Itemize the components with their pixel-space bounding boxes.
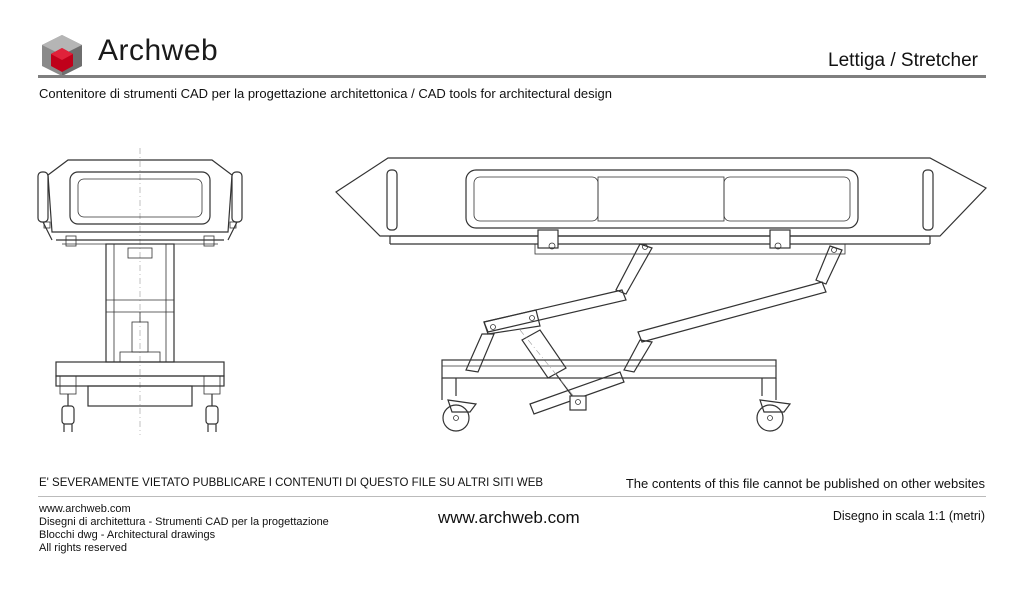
warning-english: The contents of this file cannot be published on other websites — [625, 476, 985, 491]
stretcher-drawing — [0, 130, 1024, 450]
warning-italian: E' SEVERAMENTE VIETATO PUBBLICARE I CONTENUTI DI QUESTO FILE SU ALTRI SITI WEB — [39, 477, 544, 489]
brand-name: Archweb — [98, 34, 219, 67]
front-view — [38, 148, 242, 435]
footer-description: Disegni di architettura - Strumenti CAD per la progettazione — [39, 516, 329, 528]
cube-logo-icon — [40, 33, 84, 77]
scale-note: Disegno in scala 1:1 (metri) — [832, 509, 985, 523]
footer-rights: All rights reserved — [39, 542, 128, 554]
footer-divider — [38, 496, 986, 497]
page-title: Lettiga / Stretcher — [828, 50, 978, 71]
header-divider — [38, 75, 986, 78]
center-url-link[interactable]: www.archweb.com — [438, 508, 580, 527]
footer-blocks-note: Blocchi dwg - Architectural drawings — [39, 529, 216, 541]
subtitle: Contenitore di strumenti CAD per la progettazione architettonica / CAD tools for architectural design — [39, 86, 613, 101]
footer-site-link[interactable]: www.archweb.com — [39, 503, 131, 515]
side-view — [336, 158, 986, 431]
